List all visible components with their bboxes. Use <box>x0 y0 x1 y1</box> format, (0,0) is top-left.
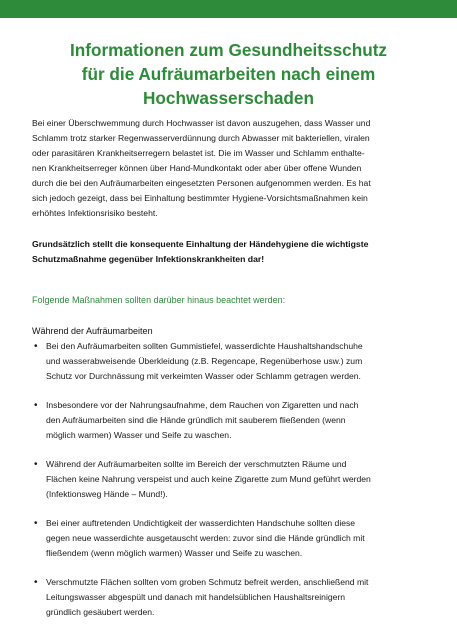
list-item-line: und wasserabweisende Überkleidung (z.B. Regencape, Regenüberhose usw.) zum <box>46 356 363 366</box>
intro-line: Bei einer Überschwemmung durch Hochwasser ist davon auszugehen, dass Wasser und <box>32 118 371 128</box>
intro-line: erhöhtes Infektionsrisiko besteht. <box>32 208 158 218</box>
list-item-line: Insbesondere vor der Nahrungsaufnahme, dem Rauchen von Zigaretten und nach <box>46 400 359 410</box>
bullet-icon: • <box>34 459 38 470</box>
intro-line: oder parasitären Krankheitserregern belastet ist. Die im Wasser und Schlamm enthalte- <box>32 148 365 158</box>
bullet-icon: • <box>34 400 38 411</box>
list-item-line: Leitungswasser abgespült und danach mit handelsüblichen Haushaltsreinigern <box>46 592 346 602</box>
list-item-line: Verschmutzte Flächen sollten vom groben Schmutz befreit werden, anschließend mit <box>46 577 369 587</box>
title-line: Informationen zum Gesundheitsschutz <box>69 40 388 60</box>
principle-statement <box>32 237 432 267</box>
measures-list <box>32 339 437 634</box>
list-item-line: Bei einer auftretenden Undichtigkeit der wasserdichten Handschuhe sollten diese <box>46 518 356 528</box>
list-item <box>32 575 437 620</box>
intro-paragraph <box>32 116 432 221</box>
principle-line: Grundsätzlich stellt die konsequente Einhaltung der Händehygiene die wichtigste <box>32 239 369 249</box>
intro-line: Schlamm trotz starker Regenwasserverdünnung durch Abwasser mit bakteriellen, viralen <box>32 133 370 143</box>
list-item <box>32 457 437 502</box>
page-title <box>20 38 437 110</box>
list-item-line: Flächen keine Nahrung verspeist und auch keine Zigarette zum Mund geführt werden <box>46 474 371 484</box>
title-line: Hochwasserschaden <box>143 88 314 108</box>
list-item-line: gegen neue wasserdichte ausgetauscht werden: zuvor sind die Hände gründlich mit <box>46 533 365 543</box>
list-item-line: gründlich gesäubert werden. <box>46 607 155 617</box>
measures-heading: Folgende Maßnahmen sollten darüber hinaus beachtet werden: <box>32 295 286 305</box>
list-item <box>32 398 437 443</box>
bullet-icon: • <box>34 341 38 352</box>
during-work-heading: Während der Aufräumarbeiten <box>32 326 153 336</box>
list-item <box>32 516 437 561</box>
intro-line: durch die bei den Aufräumarbeiten eingesetzten Personen aufgenommen werden. Es hat <box>32 178 371 188</box>
principle-line: Schutzmaßnahme gegenüber Infektionskrankheiten dar! <box>32 254 265 264</box>
header-color-bar <box>0 0 457 18</box>
intro-line: sich jedoch gezeigt, dass bei Einhaltung bestimmter Hygiene-Vorsichtsmaßnahmen kein <box>32 193 368 203</box>
list-item-line: Während der Aufräumarbeiten sollte im Bereich der verschmutzten Räume und <box>46 459 347 469</box>
list-item-line: Schutz vor Durchnässung mit verkeimten Wasser oder Schlamm getragen werden. <box>46 371 361 381</box>
list-item-line: fließendem (wenn möglich warmen) Wasser und Seife zu waschen. <box>46 548 303 558</box>
list-item <box>32 339 437 384</box>
list-item-line: möglich warmen) Wasser und Seife zu waschen. <box>46 430 232 440</box>
list-item-line: (Infektionsweg Hände – Mund!). <box>46 489 168 499</box>
list-item-line: Bei den Aufräumarbeiten sollten Gummistiefel, wasserdichte Haushaltshandschuhe <box>46 341 363 351</box>
list-item-line: den Aufräumarbeiten sind die Hände gründlich mit sauberem fließenden (wenn <box>46 415 346 425</box>
bullet-icon: • <box>34 518 38 529</box>
intro-line: nen Krankheitserreger können über Hand-Mundkontakt oder aber über offene Wunden <box>32 163 362 173</box>
bullet-icon: • <box>34 577 38 588</box>
title-line: für die Aufräumarbeiten nach einem <box>81 64 376 84</box>
